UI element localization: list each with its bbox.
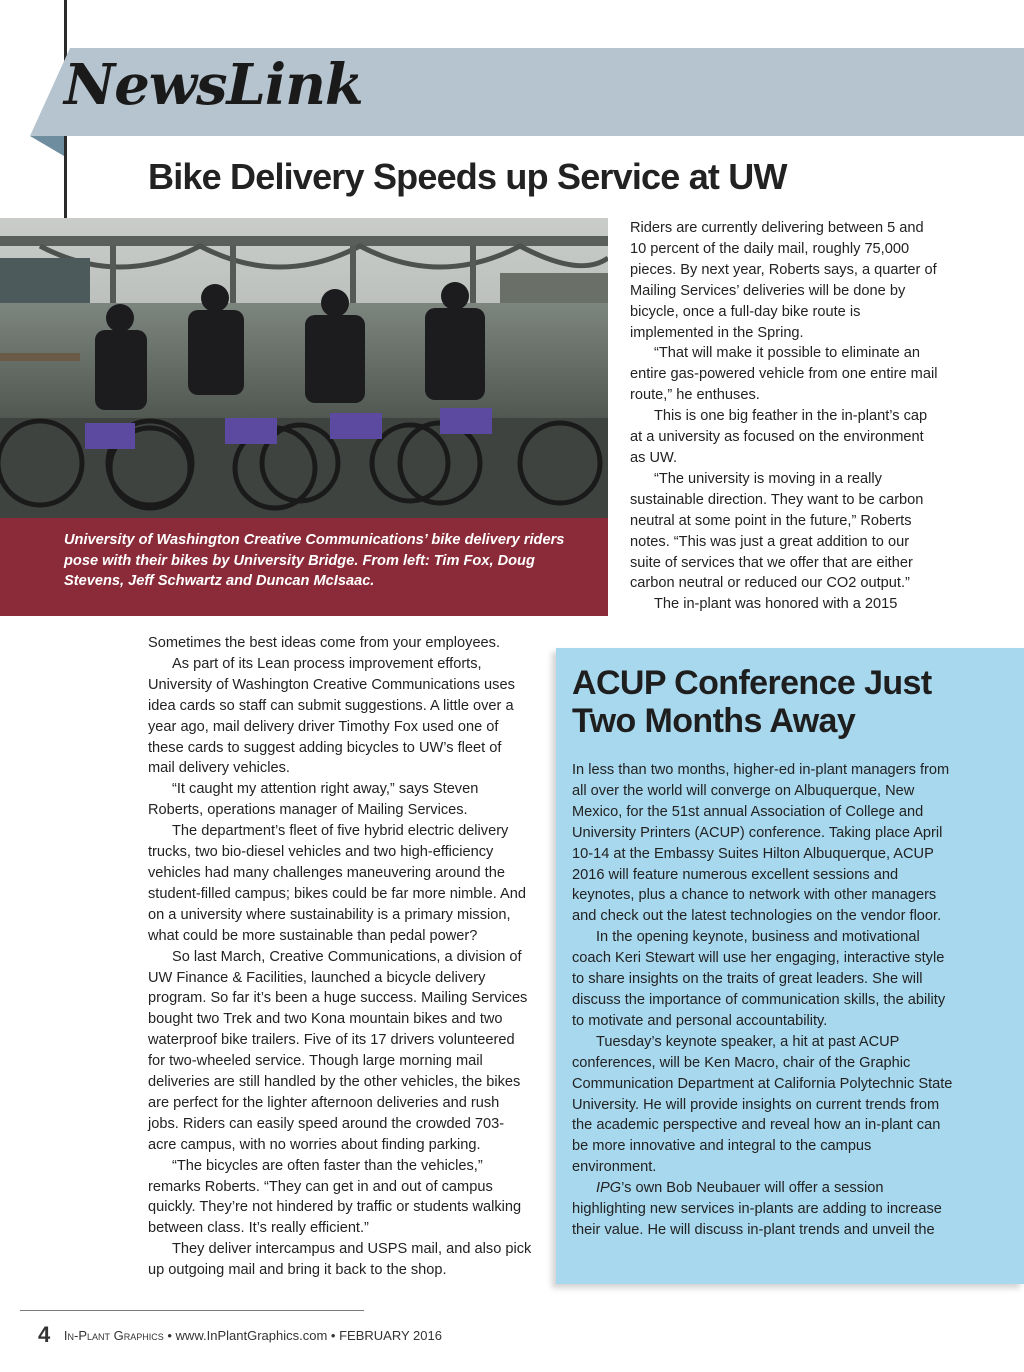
paragraph: Tuesday’s keynote speaker, a hit at past ACUP conferences, will be Ken Macro, chair of the Graphic Communication Department at California Polytechnic State University. He will provide insights on current trends from the academic perspective and reveal how an in-plant can be more innovative and integral to the campus environment. xyxy=(572,1033,953,1176)
banner-tab xyxy=(30,136,64,156)
article-right-column xyxy=(630,218,940,615)
paragraph: This is one big feather in the in-plant’s cap at a university as focused on the environment as UW. xyxy=(630,408,928,466)
photo-caption: University of Washington Creative Communications’ bike delivery riders pose with their bikes by University Bridge. From left: Tim Fox, Doug Stevens, Jeff Schwartz and Duncan McIsaac. xyxy=(0,518,608,616)
paragraph-text: ’s own Bob Neubauer will offer a session highlighting new services in-plants are adding to increase their value. He will discuss in-plant trends and unveil the xyxy=(572,1180,942,1238)
paragraph: So last March, Creative Communications, a division of UW Finance & Facilities, launched a bicycle delivery program. So far it’s been a huge success. Mailing Services bought two Trek and two Kona mountain bikes and two waterproof bike trailers. Five of its 17 drivers volunteered for two-wheeled service. Though large morning mail deliveries are still handled by the other vehicles, the bikes are perfect for the lighter afternoon deliveries and rush jobs. Riders can easily speed around the crowded 703-acre campus, with no worries about finding parking. xyxy=(148,948,528,1153)
article-photo xyxy=(0,218,608,518)
paragraph: “It caught my attention right away,” says Steven Roberts, operations manager of Mailing Services. xyxy=(148,781,479,819)
paragraph: As part of its Lean process improvement efforts, University of Washington Creative Communications uses idea cards so staff can submit suggestions. A little over a year ago, mail delivery driver Timothy Fox used one of these cards to suggest adding bicycles to UW’s fleet of mail delivery vehicles. xyxy=(148,655,515,777)
paragraph: “That will make it possible to eliminate an entire gas-powered vehicle from one entire mail route,” he enthuses. xyxy=(630,345,938,404)
website-url: www.InPlantGraphics.com xyxy=(175,1328,328,1343)
paragraph: In less than two months, higher-ed in-plant managers from all over the world will converge on Albuquerque, New Mexico, for the 51st annual Association of College and University Printers (ACUP) conference. Taking place April 10-14 at the Embassy Suites Hilton Albuquerque, ACUP 2016 will feature numerous excellent sessions and keynotes, plus a chance to network with other managers and check out the latest technologies on the vendor floor. xyxy=(572,762,950,925)
footer-rule xyxy=(20,1310,364,1311)
paragraph: In the opening keynote, business and motivational coach Keri Stewart will use her engaging, interactive style to share insights on the traits of great leaders. She will discuss the importance of communication skills, the ability to motivate and personal accountability. xyxy=(572,929,946,1029)
issue-date: FEBRUARY 2016 xyxy=(339,1328,442,1343)
article-main-column xyxy=(148,633,532,1281)
paragraph xyxy=(572,1178,956,1241)
sidebar-headline: ACUP Conference Just Two Months Away xyxy=(572,664,932,740)
paragraph: “The bicycles are often faster than the vehicles,” remarks Roberts. “They can get in and out of campus quickly. They’re not hindered by traffic or students walking between class. It’s really efficient.” xyxy=(148,1157,522,1237)
paragraph: Sometimes the best ideas come from your employees. xyxy=(148,635,501,651)
page-footer xyxy=(38,1322,442,1348)
paragraph: “The university is moving in a really sustainable direction. They want to be carbon neutral at some point in the future,” Roberts notes. “This was just a great addition to our suite of services that we offer that are either carbon neutral or reduced our CO2 output.” xyxy=(630,470,924,592)
paragraph: Riders are currently delivering between 5 and 10 percent of the daily mail, roughly 75,000 pieces. By next year, Roberts says, a quarter of Mailing Services’ deliveries will be done by bicycle, once a full-day bike route is implemented in the Spring. xyxy=(630,220,937,341)
publication-name: In-Plant Graphics xyxy=(63,1328,164,1343)
publication-abbrev: IPG xyxy=(596,1180,622,1197)
article-headline: Bike Delivery Speeds up Service at UW xyxy=(148,156,787,197)
paragraph: The department’s fleet of five hybrid electric delivery trucks, two bio-diesel vehicles and two high-efficiency vehicles had many challenges maneuvering around the student-filled campus; bikes could be far more nimble. And on a university where sustainability is a primary mission, what could be more sustainable than pedal power? xyxy=(148,823,527,944)
separator: • xyxy=(167,1328,172,1343)
page-number: 4 xyxy=(38,1322,51,1347)
section-title: NewsLink xyxy=(64,52,363,118)
bike-riders-photo xyxy=(0,218,608,518)
paragraph: The in-plant was honored with a 2015 xyxy=(654,596,898,613)
sidebar-body xyxy=(572,760,956,1241)
separator: • xyxy=(330,1328,336,1343)
paragraph: They deliver intercampus and USPS mail, and also pick up outgoing mail and bring it back to the shop. xyxy=(148,1241,532,1279)
